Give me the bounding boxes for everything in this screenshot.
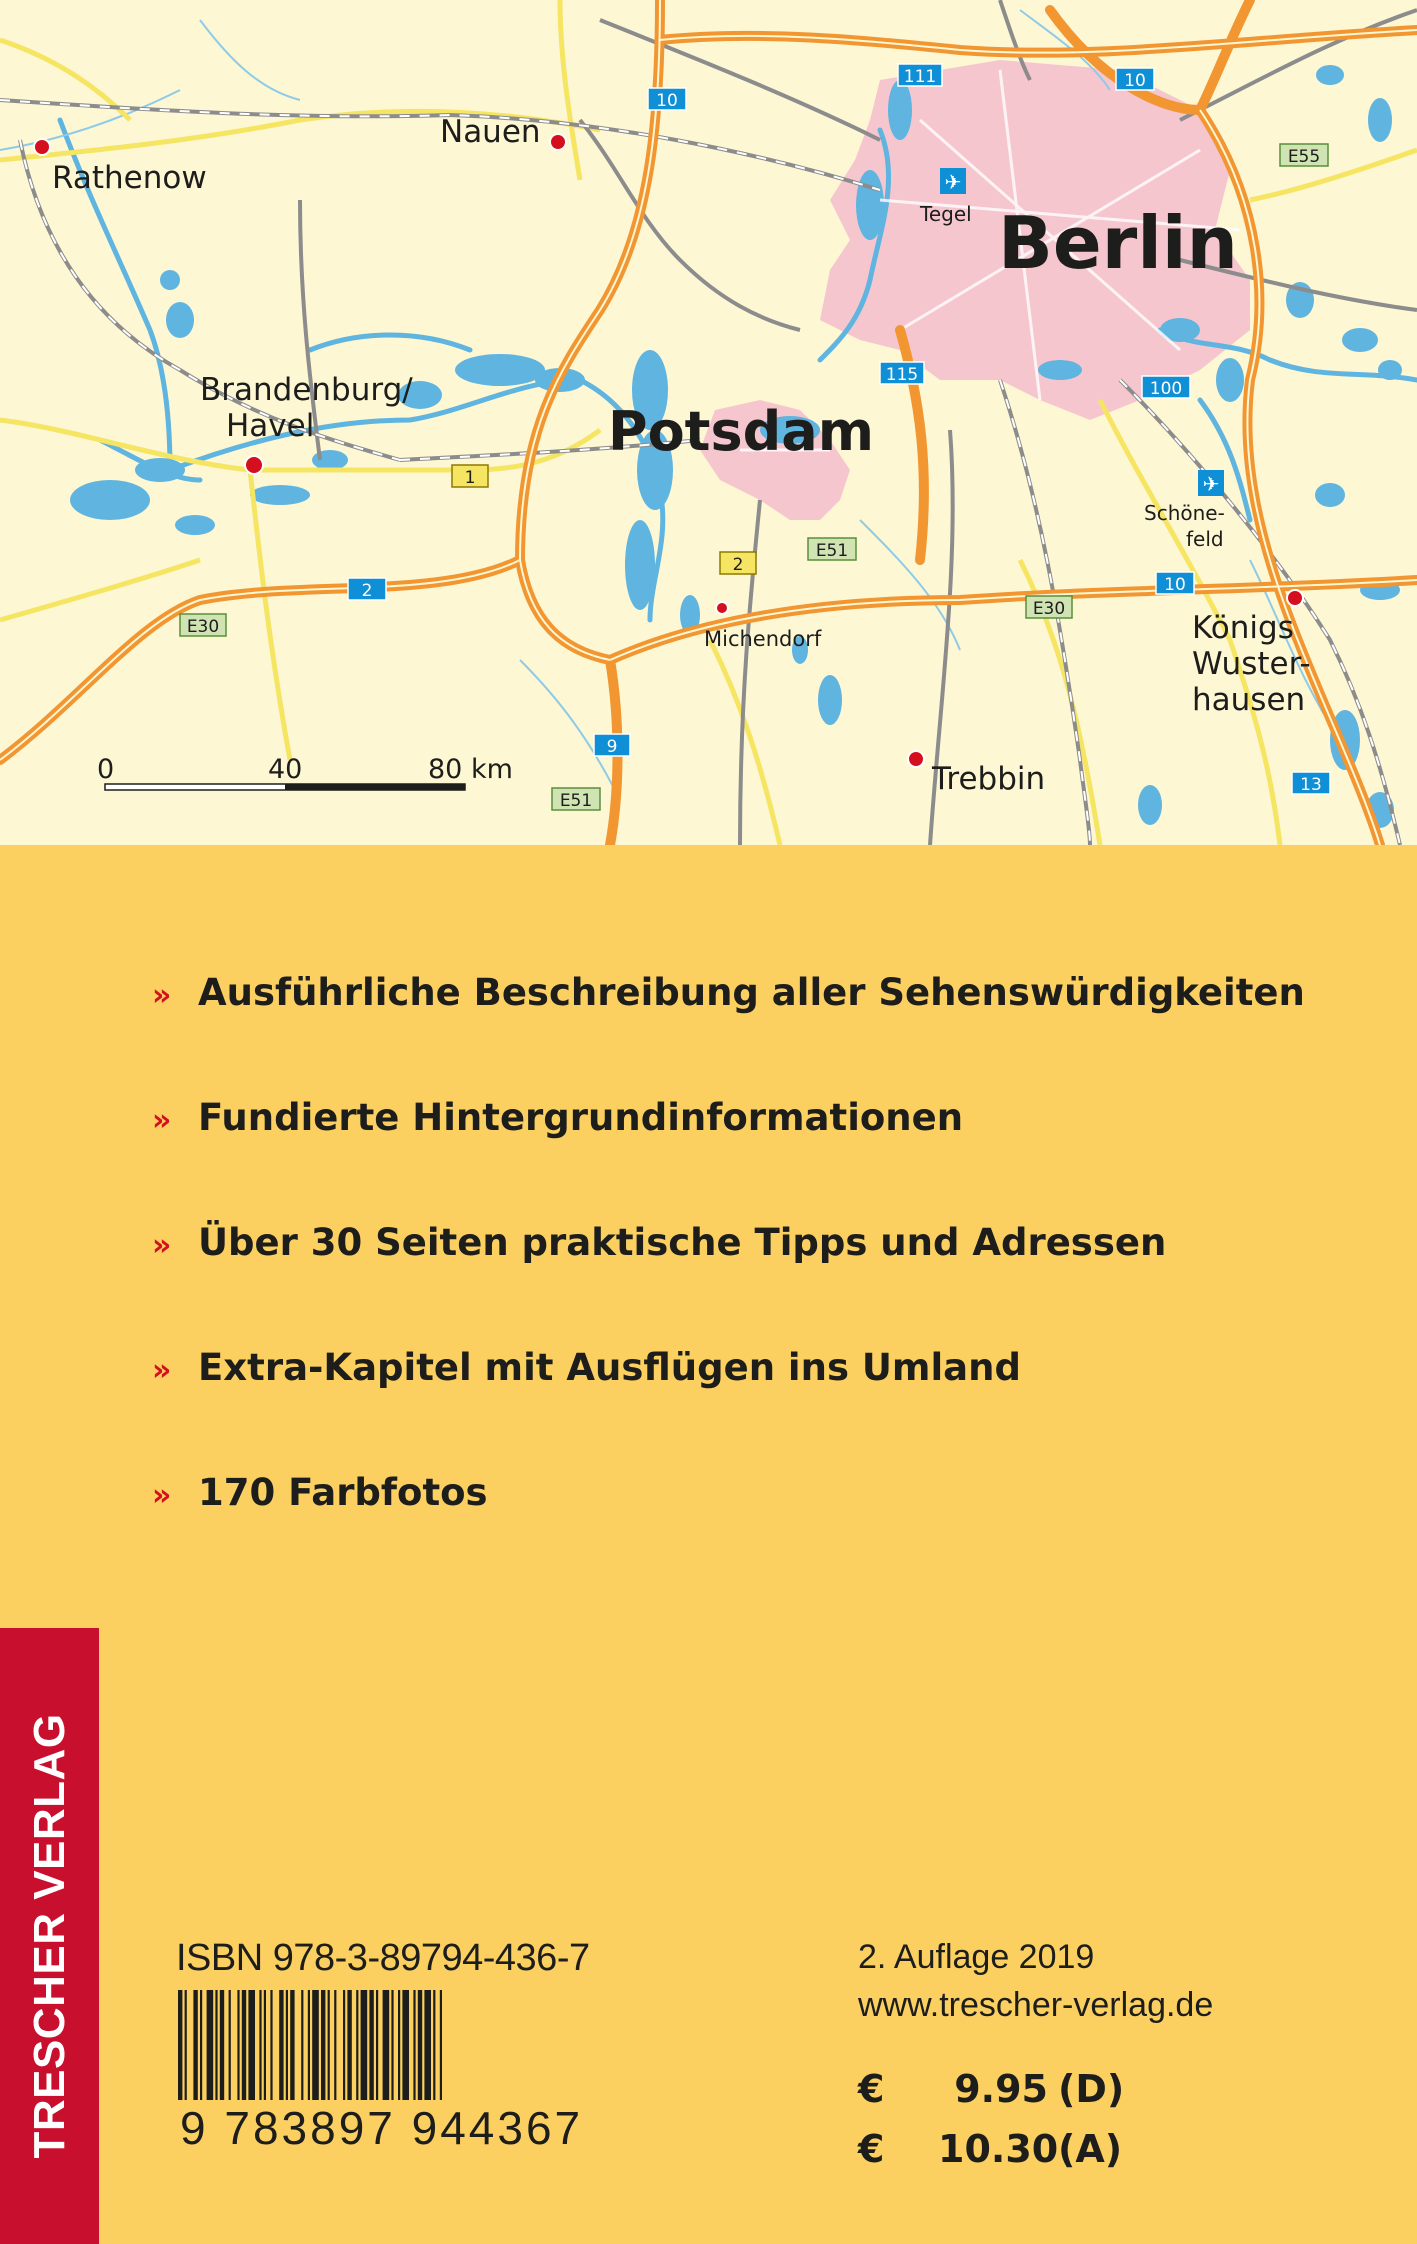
- scale-label-0: 0: [97, 754, 115, 785]
- barcode-bar: [376, 1990, 378, 2100]
- road-shield-9: [594, 734, 630, 757]
- road-shield-label: 115: [885, 365, 919, 385]
- barcode-image: [176, 1990, 596, 2100]
- edition-text: 2. Auflage 2019: [858, 1938, 1095, 1976]
- city-label-koenigs-line1: Königs: [1192, 610, 1294, 646]
- road-shield-label: 10: [1164, 575, 1186, 595]
- feature-item: [152, 1096, 963, 1139]
- price-currency: €: [858, 2067, 885, 2111]
- city-dot-brandenburg: [245, 456, 263, 474]
- barcode-bar: [321, 1990, 325, 2100]
- road-shield-115: [880, 362, 924, 385]
- barcode-bar: [391, 1990, 393, 2100]
- barcode-bar: [424, 1990, 431, 2100]
- price-austria: [858, 2127, 1122, 2171]
- publisher-sidebar: [0, 1628, 99, 2244]
- barcode-bar: [433, 1990, 435, 2100]
- city-label-brandenburg-line1: Brandenburg/: [200, 372, 413, 408]
- road-shield-label: 13: [1300, 775, 1322, 795]
- barcode-bar: [418, 1990, 422, 2100]
- barcode-bar: [398, 1990, 400, 2100]
- barcode-bar: [440, 1990, 442, 2100]
- road-shield-e51-north: [808, 538, 856, 561]
- barcode-bar: [334, 1990, 336, 2100]
- feature-text: Über 30 Seiten praktische Tipps und Adressen: [198, 1221, 1167, 1264]
- feature-text: Fundierte Hintergrundinformationen: [198, 1096, 964, 1139]
- road-shield-label: 111: [903, 67, 937, 87]
- price-country: (A): [1058, 2127, 1123, 2171]
- road-shield-1: [452, 465, 488, 488]
- road-shield-label: 9: [606, 737, 618, 757]
- barcode-bar: [185, 1990, 187, 2100]
- road-shield-10-north: [648, 88, 686, 111]
- barcode-bar: [279, 1990, 283, 2100]
- road-shield-label: E55: [1287, 147, 1321, 167]
- road-shield-label: 1: [464, 468, 476, 488]
- svg-text:✈: ✈: [944, 170, 962, 194]
- bullet-icon: »: [152, 1478, 172, 1513]
- airport-label-schoenefeld-line2: feld: [1186, 527, 1224, 551]
- scale-label-40: 40: [268, 754, 303, 785]
- city-label-koenigs-line3: hausen: [1192, 682, 1306, 718]
- price-amount: 10.30: [938, 2127, 1059, 2171]
- bullet-icon: »: [152, 1103, 172, 1138]
- barcode-digits: 9 783897 944367: [180, 2102, 584, 2154]
- feature-text: Extra-Kapitel mit Ausflügen ins Umland: [198, 1346, 1021, 1389]
- road-shield-label: E51: [815, 541, 849, 561]
- bullet-icon: »: [152, 1228, 172, 1263]
- barcode-bar: [413, 1990, 415, 2100]
- feature-item: [152, 1346, 1021, 1389]
- city-label-berlin: Berlin: [998, 201, 1238, 285]
- barcode-bar: [259, 1990, 261, 2100]
- city-dot-michendorf: [716, 602, 728, 614]
- airport-label-schoenefeld-line1: Schöne-: [1144, 501, 1225, 525]
- city-dot-nauen: [550, 134, 566, 150]
- road-shield-label: 100: [1149, 379, 1183, 399]
- barcode-bar: [207, 1990, 214, 2100]
- feature-item: [152, 1221, 1166, 1264]
- barcode-bar: [343, 1990, 345, 2100]
- publisher-name: TRESCHER VERLAG: [24, 1713, 74, 2159]
- website-text: www.trescher-verlag.de: [858, 1986, 1214, 2024]
- airport-icon-tegel: [940, 168, 966, 194]
- barcode-bar: [242, 1990, 246, 2100]
- barcode-bar: [264, 1990, 266, 2100]
- city-label-trebbin: Trebbin: [932, 761, 1046, 797]
- road-shield-label: E30: [186, 617, 220, 637]
- barcode-bar: [220, 1990, 224, 2100]
- barcode-bar: [308, 1990, 310, 2100]
- price-currency: €: [858, 2127, 885, 2171]
- road-shield-label: 2: [732, 555, 744, 575]
- barcode-bar: [200, 1990, 202, 2100]
- feature-text: Ausführliche Beschreibung aller Sehenswürdigkeiten: [198, 971, 1305, 1014]
- airport-label-tegel: Tegel: [920, 202, 972, 226]
- road-shield-label: 10: [656, 91, 678, 111]
- barcode-bar: [290, 1990, 294, 2100]
- road-shield-label: E30: [1032, 599, 1066, 619]
- road-shield-100: [1142, 376, 1190, 399]
- region-map: [0, 0, 1417, 845]
- barcode-bar: [383, 1990, 390, 2100]
- road-shield-13: [1292, 772, 1330, 795]
- road-shield-e55: [1280, 144, 1328, 167]
- road-shield-2-north: [720, 552, 756, 575]
- barcode-bar: [270, 1990, 272, 2100]
- city-label-potsdam: Potsdam: [608, 400, 874, 463]
- barcode-bar: [369, 1990, 373, 2100]
- city-label-koenigs-line2: Wuster-: [1192, 646, 1311, 682]
- road-shield-label: 10: [1124, 71, 1146, 91]
- barcode-bar: [215, 1990, 217, 2100]
- barcode-bar: [312, 1990, 319, 2100]
- city-label-rathenow: Rathenow: [52, 160, 207, 196]
- price-germany: [858, 2067, 1124, 2111]
- barcode-bar: [248, 1990, 255, 2100]
- barcode-bar: [402, 1990, 409, 2100]
- bullet-icon: »: [152, 978, 172, 1013]
- feature-text: 170 Farbfotos: [198, 1471, 488, 1514]
- city-dot-rathenow: [34, 139, 50, 155]
- city-label-brandenburg-line2: Havel: [226, 408, 315, 444]
- barcode-bar: [328, 1990, 330, 2100]
- road-shield-10-ring: [1116, 68, 1154, 91]
- road-shield-e30-east: [1026, 596, 1072, 619]
- airport-icon-schoenefeld: [1198, 470, 1224, 496]
- bullet-icon: »: [152, 1353, 172, 1388]
- barcode-bar: [361, 1990, 368, 2100]
- barcode-bar: [286, 1990, 288, 2100]
- city-dot-koenigs-wusterhausen: [1287, 590, 1303, 606]
- road-shield-label: E51: [559, 791, 593, 811]
- road-shield-2-west: [348, 578, 386, 601]
- barcode-bar: [347, 1990, 351, 2100]
- svg-text:✈: ✈: [1202, 472, 1220, 496]
- feature-item: [152, 971, 1305, 1014]
- city-label-nauen: Nauen: [440, 114, 541, 150]
- scale-label-80: 80 km: [428, 754, 513, 785]
- road-shield-label: 2: [361, 581, 373, 601]
- road-shield-10-south: [1156, 572, 1194, 595]
- price-amount: 9.95: [954, 2067, 1048, 2111]
- barcode-bar: [237, 1990, 239, 2100]
- barcode-bar: [356, 1990, 358, 2100]
- feature-item: [152, 1471, 488, 1514]
- barcode-bar: [178, 1990, 182, 2100]
- barcode-bar: [229, 1990, 231, 2100]
- city-dot-trebbin: [908, 751, 924, 767]
- road-shield-e30-west: [180, 614, 226, 637]
- city-label-michendorf: Michendorf: [704, 627, 822, 651]
- road-shield-111: [898, 64, 942, 87]
- barcode-bar: [193, 1990, 197, 2100]
- isbn-text: ISBN 978-3-89794-436-7: [176, 1937, 590, 1979]
- road-shield-e51-south: [552, 788, 600, 811]
- price-country: (D): [1058, 2067, 1125, 2111]
- barcode-bar: [301, 1990, 303, 2100]
